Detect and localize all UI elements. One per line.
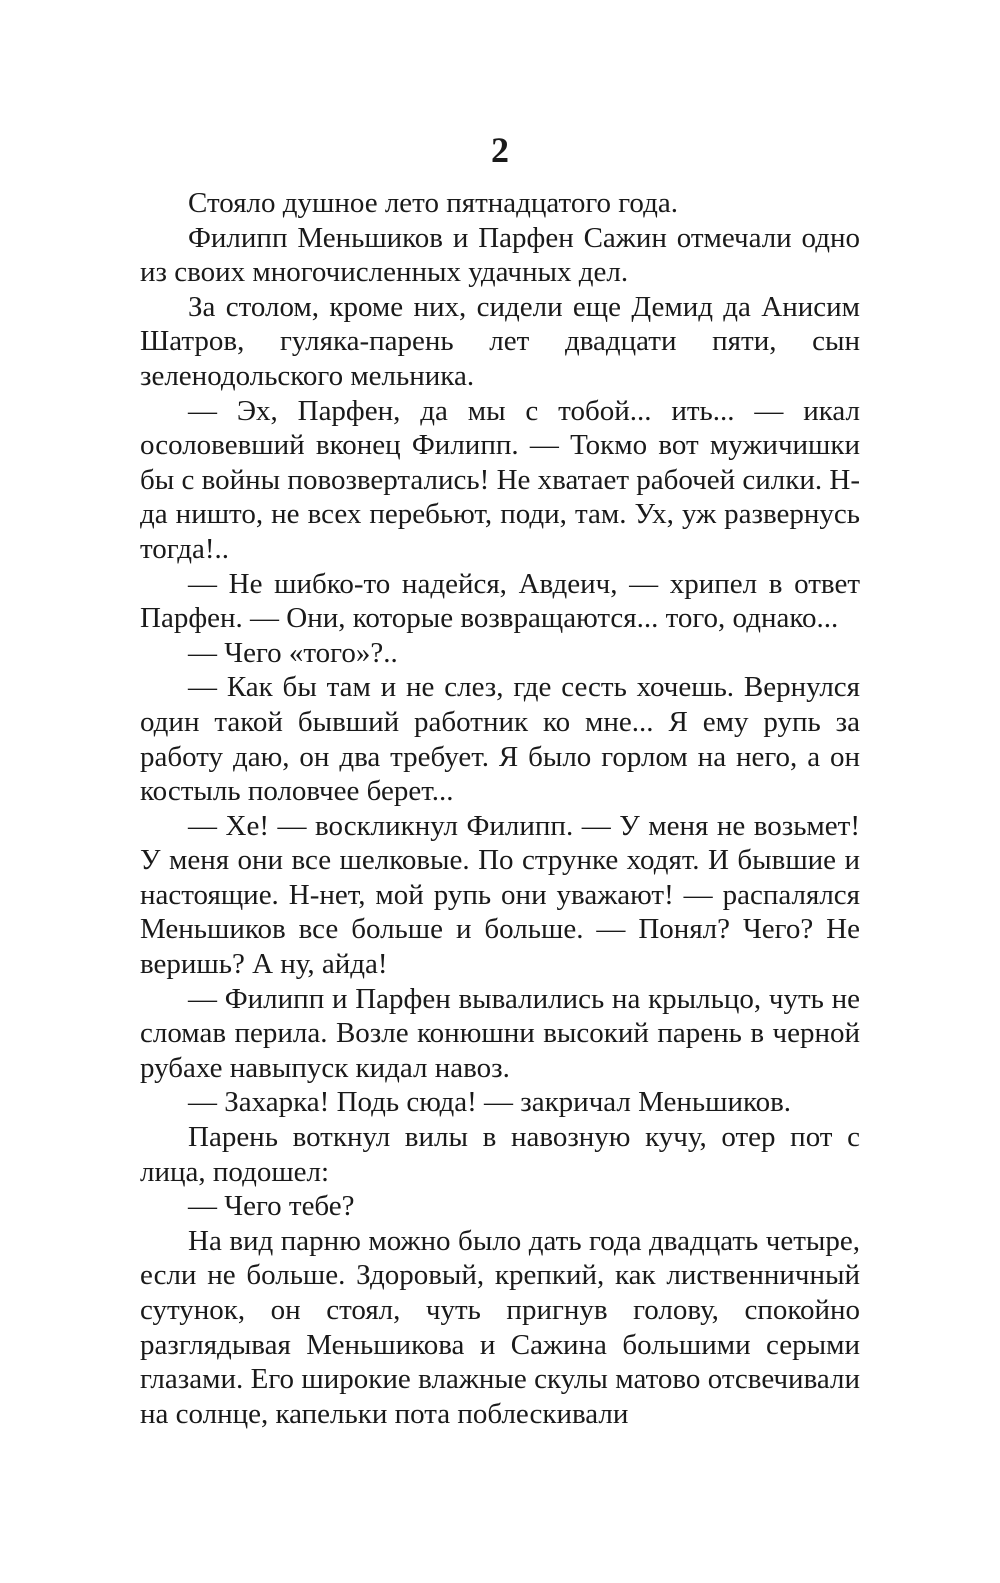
paragraph: — Захарка! Подь сюда! — закричал Меньшиков. — [188, 1086, 792, 1119]
chapter-number: 2 — [491, 130, 509, 170]
paragraph: — Как бы там и не слез, где сесть хочешь. Вернулся один такой бывший работник ко мне... Я ему рупь за работу даю, он два требует. Я было горлом на него, а он костыль половчее берет... — [140, 671, 860, 808]
paragraph: — Филипп и Парфен вывалились на крыльцо, чуть не сломав перила. Возле конюшни высокий парень в черной рубахе навыпуск кидал навоз. — [140, 982, 860, 1084]
paragraph: — Эх, Парфен, да мы с тобой... ить... — икал осоловевший вконец Филипп. — Токмо вот мужичишки бы с войны повозвертались! Не хватает рабочей силки. Н-да ништо, не всех перебьют, поди, там. Ух, уж развернусь тогда!.. — [140, 394, 860, 565]
paragraph: Парень воткнул вилы в навозную кучу, отер пот с лица, подошел: — [140, 1121, 860, 1188]
paragraph: — Хе! — воскликнул Филипп. — У меня не возьмет! У меня они все шелковые. По струнке ходят. И бывшие и настоящие. Н-нет, мой рупь они уважают! — распалялся Меньшиков все больше и больше. — Понял? Чего? Не веришь? А ну, айда! — [140, 809, 860, 981]
paragraph: — Чего «того»?.. — [188, 636, 398, 669]
paragraph: — Чего тебе? — [188, 1190, 355, 1223]
paragraph: Филипп Меньшиков и Парфен Сажин отмечали одно из своих многочисленных удачных дел. — [140, 221, 860, 289]
paragraph: — Не шибко-то надейся, Авдеич, — хрипел в ответ Парфен. — Они, которые возвращаются... того, однако... — [140, 567, 860, 635]
chapter-text — [140, 186, 860, 1431]
paragraph: За столом, кроме них, сидели еще Демид да Анисим Шатров, гуляка-парень лет двадцати пяти, сын зеленодольского мельника. — [140, 290, 860, 392]
paragraph: Стояло душное лето пятнадцатого года. — [188, 187, 678, 219]
paragraph: На вид парню можно было дать года двадцать четыре, если не больше. Здоровый, крепкий, как лиственничный сутунок, он стоял, чуть пригнув голову, спокойно разглядывая Меньшикова и Сажина большими серыми глазами. Его широкие влажные скулы матово отсвечивали на солнце, капельки пота поблескивали — [140, 1224, 860, 1430]
